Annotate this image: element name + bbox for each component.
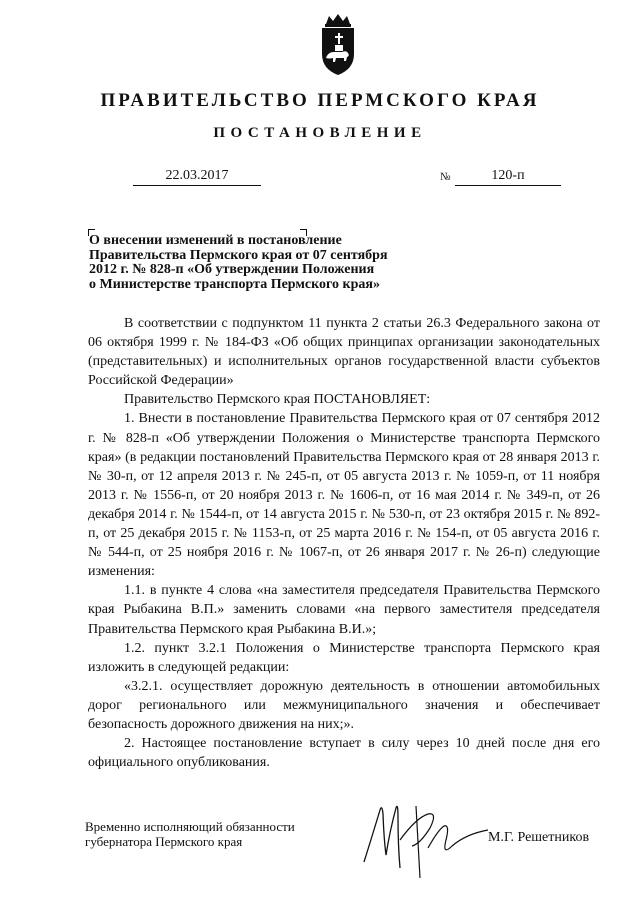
government-name: ПРАВИТЕЛЬСТВО ПЕРМСКОГО КРАЯ (100, 90, 540, 111)
signatory-position (85, 819, 295, 849)
document-number: 120-п (455, 166, 561, 186)
signatory-name: М.Г. Решетников (488, 830, 590, 845)
paragraph-quote-3-2-1: «3.2.1. осуществляет дорожную деятельность в отношении автомобильных дорог регионального или межмуниципального значения и обеспечивает безопасность дорожного движения на них;». (88, 678, 600, 732)
document-body (88, 314, 600, 772)
position-line: губернатора Пермского края (85, 834, 243, 849)
title-line: о Министерстве транспорта Пермского края» (89, 277, 380, 293)
handwritten-signature (356, 800, 496, 880)
position-line: Временно исполняющий обязанности (85, 819, 295, 834)
paragraph-item-1-2: 1.2. пункт 3.2.1 Положения о Министерстве транспорта Пермского края изложить в следующей редакции: (88, 640, 600, 675)
coat-of-arms-icon (312, 14, 364, 76)
paragraph-item-1-1: 1.1. в пункте 4 слова «на заместителя председателя Правительства Пермского края Рыбакина В.П.» заменить словами «на первого заместителя председателя Правительства Пермского края Рыбакина В.И.»; (88, 583, 600, 637)
document-type: ПОСТАНОВЛЕНИЕ (213, 125, 427, 141)
paragraph-preamble: В соответствии с подпунктом 11 пункта 2 статьи 26.3 Федерального закона от 06 октября 1999 г. № 184-ФЗ «Об общих принципах организации законодательных (представительных) и исполнительных органов государственной власти субъектов Российской Федерации» (88, 316, 600, 389)
title-line: Правительства Пермского края от 07 сентября (89, 247, 388, 263)
paragraph-resolves: Правительство Пермского края ПОСТАНОВЛЯЕТ: (124, 392, 431, 408)
number-sign: № (440, 171, 451, 183)
title-line: О внесении изменений в постановление (89, 233, 342, 248)
title-line: 2012 г. № 828-п «Об утверждении Положения (89, 262, 375, 278)
document-date: 22.03.2017 (133, 166, 261, 186)
document-title (89, 234, 419, 293)
paragraph-item-1: 1. Внести в постановление Правительства Пермского края от 07 сентября 2012 г. № 828-п «Об утверждении Положения о Министерстве транспорта Пермского края» (в редакции постановлений Правительства Пермского края от 28 января 2013 г. № 30-п, от 12 апреля 2013 г. № 245-п, от 05 августа 2013 г. № 1059-п, от 11 ноября 2013 г. № 1556-п, от 20 ноября 2013 г. № 1606-п, от 16 мая 2014 г. № 349-п, от 26 декабря 2014 г. № 1544-п, от 14 августа 2015 г. № 530-п, от 23 октября 2015 г. № 892-п, от 25 декабря 2015 г. № 1153-п, от 25 марта 2016 г. № 154-п, от 05 августа 2016 г. № 544-п, от 25 ноября 2016 г. № 1067-п, от 26 января 2017 г. № 26-п) следующие изменения: (88, 411, 600, 580)
paragraph-item-2: 2. Настоящее постановление вступает в силу через 10 дней после дня его официального опубликования. (88, 736, 600, 771)
